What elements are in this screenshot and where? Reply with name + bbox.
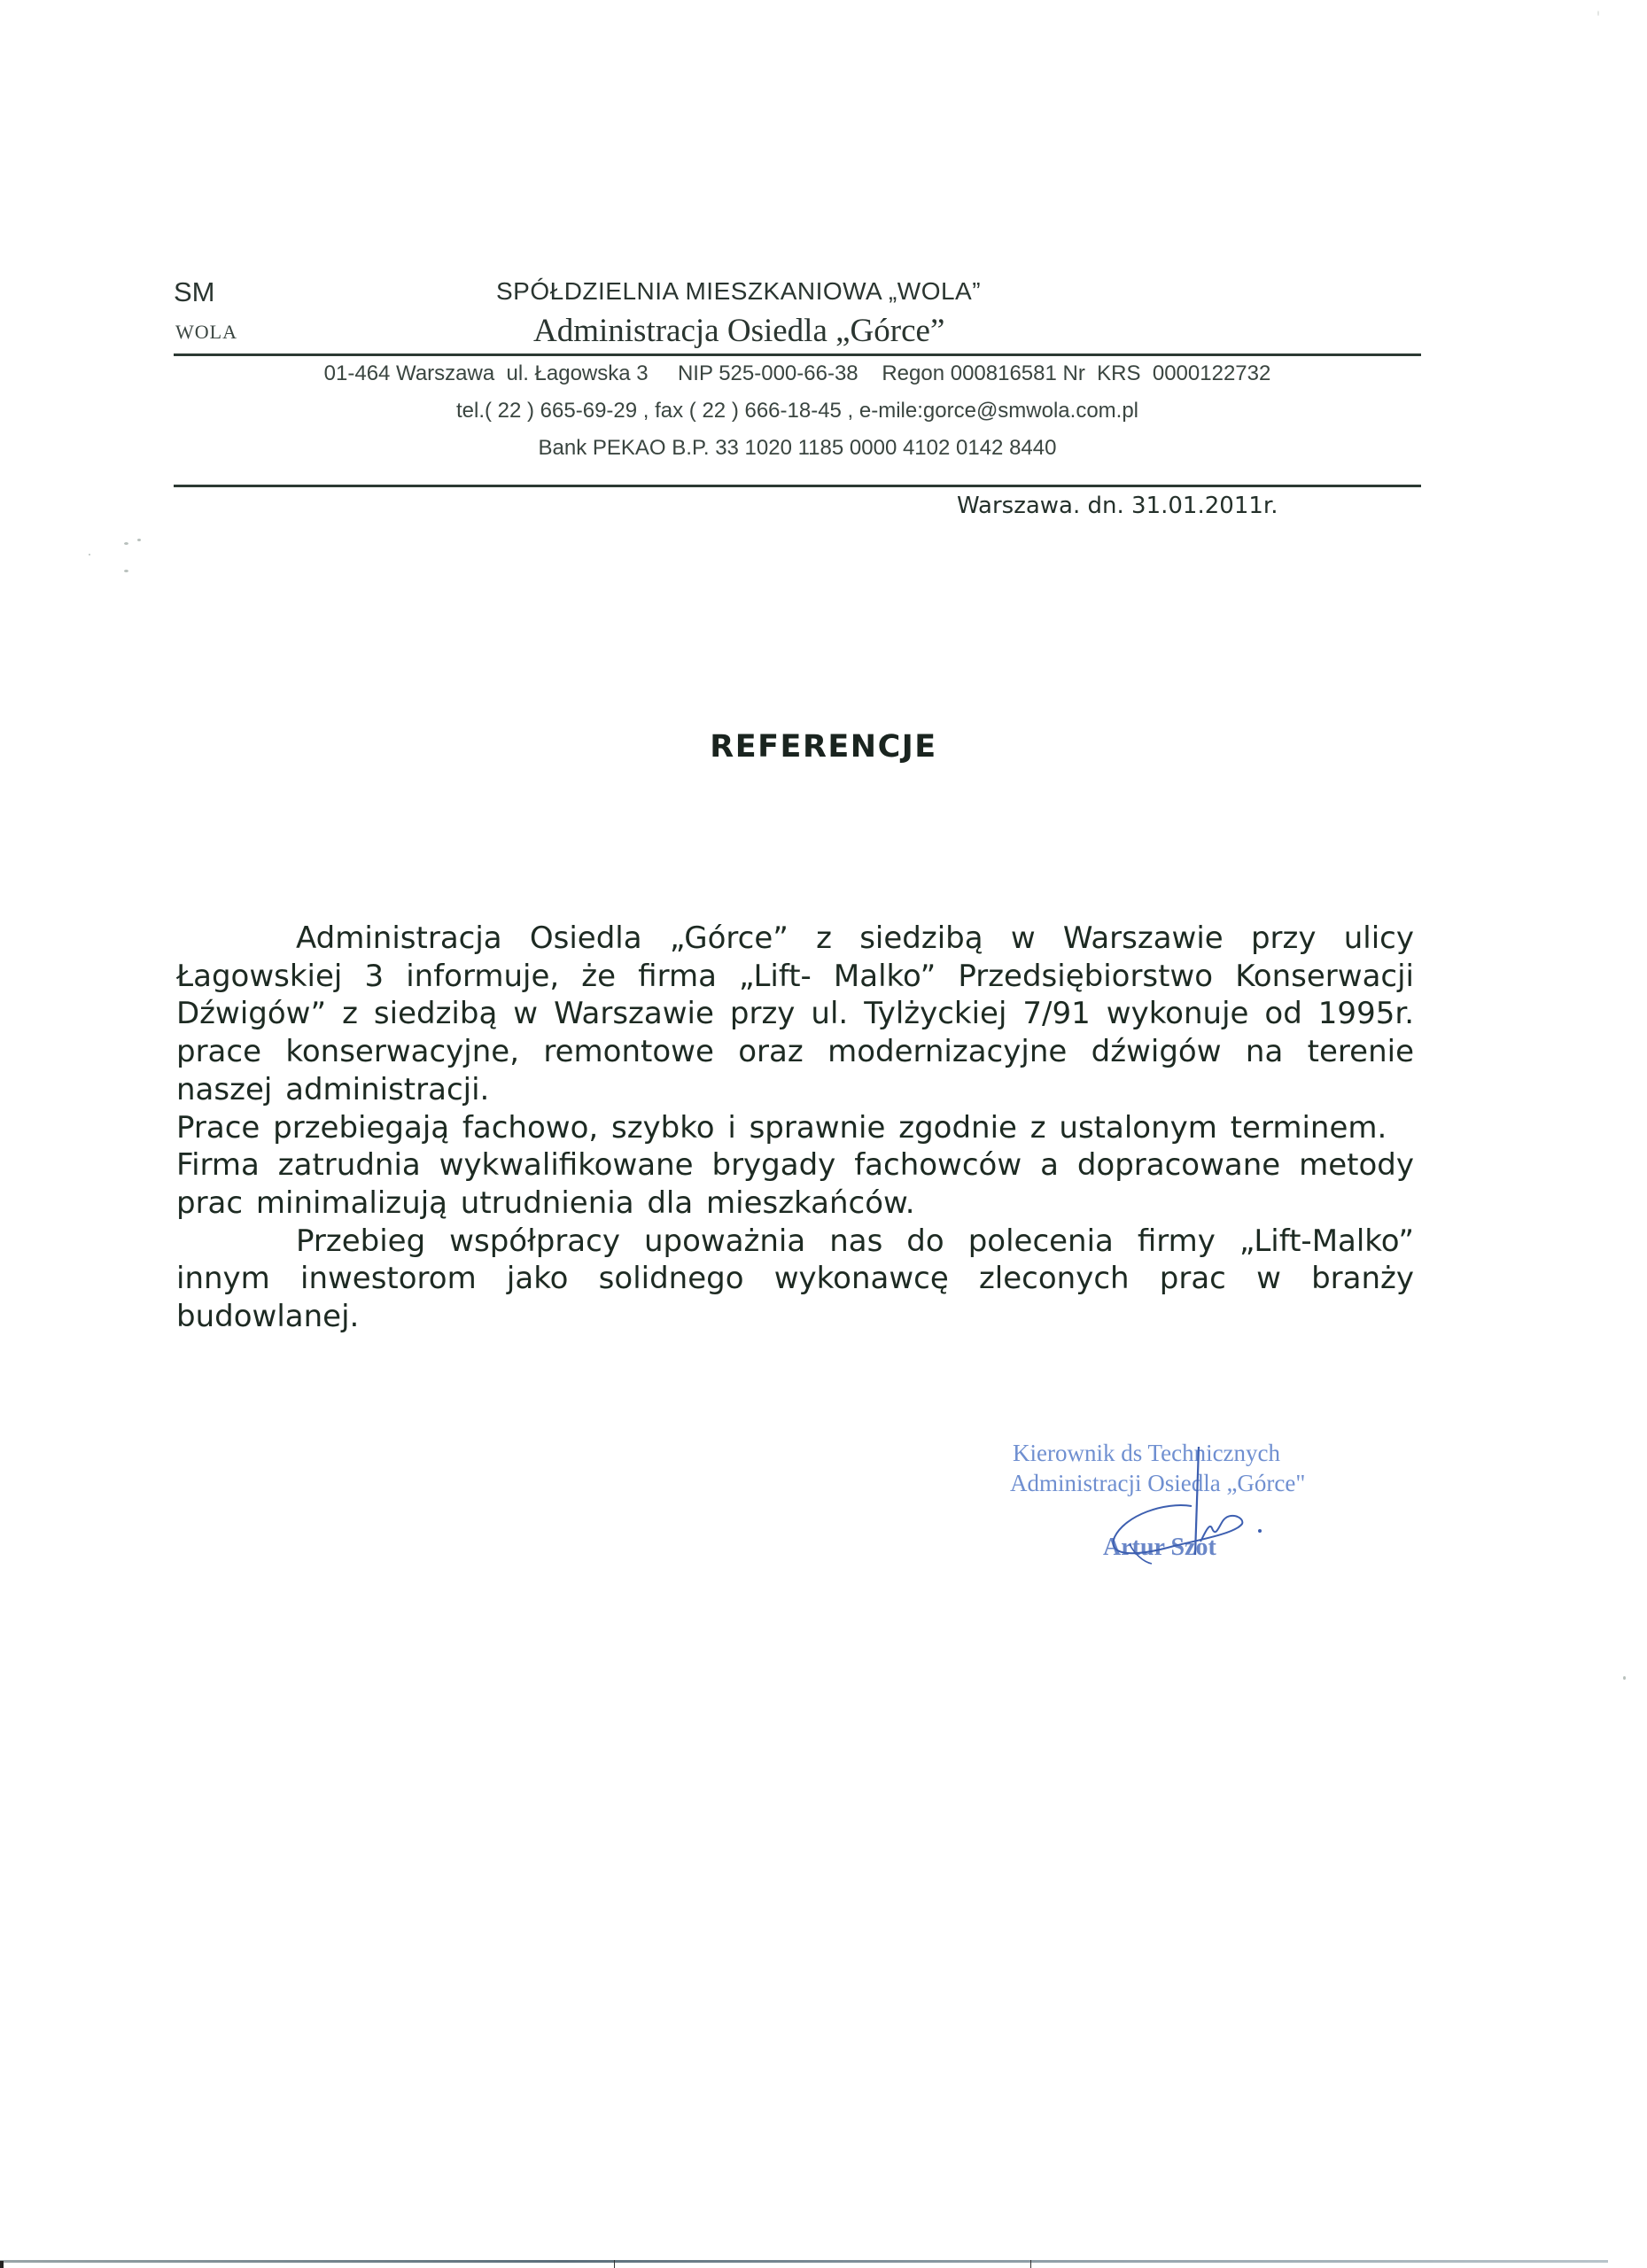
bank-line: Bank PEKAO B.P. 33 1020 1185 0000 4102 0142 8440 — [538, 436, 1057, 460]
scan-speck — [137, 539, 141, 541]
letterhead-abbr-top: SM — [174, 276, 215, 307]
scan-speck — [124, 570, 128, 572]
scan-speck — [1623, 1676, 1626, 1680]
document-date: Warszawa. dn. 31.01.2011r. — [957, 493, 1278, 519]
body-paragraph: Administracja Osiedla „Górce” z siedzibą w Warszawie przy ulicy Łagowskiej 3 informuje, że firma „Lift- Malko” Przedsiębiorstwo Konserwacji Dźwigów” z siedzibą w Warszawie przy ul. Tylżyckiej 7/91 wykonuje od 1995r. prace konserwacyjne, remontowe oraz modernizacyjne dźwigów na terenie naszej administracji. — [176, 920, 1414, 1107]
contact-line: tel.( 22 ) 665-69-29 , fax ( 22 ) 666-18-45 , e-mile:gorce@smwola.com.pl — [455, 399, 1139, 423]
letterhead-abbr-bottom: WOLA — [175, 321, 237, 343]
stamp-administration-line: Administracji Osiedla „Górce" — [1010, 1470, 1306, 1496]
official-stamp — [1010, 1440, 1364, 1581]
scan-speck — [89, 554, 90, 555]
administration-name: Administracja Osiedla „Górce” — [533, 313, 945, 349]
scan-speck — [1597, 11, 1599, 16]
stamp-signatory-name: Artur Szot — [1103, 1534, 1216, 1561]
address-line: 01-464 Warszawa ul. Łagowska 3 NIP 525-000-66-38 Regon 000816581 Nr KRS 0000122732 — [323, 361, 1271, 385]
letterhead-bottom-rule — [174, 485, 1421, 487]
scanner-edge-corner — [0, 2261, 4, 2268]
document-title: REFERENCJE — [710, 729, 937, 765]
scanner-edge-tick — [1030, 2260, 1031, 2268]
handwritten-signature — [1010, 1440, 1364, 1581]
scanner-edge-tick — [614, 2260, 615, 2268]
stamp-position-line: Kierownik ds Technicznych — [1013, 1440, 1281, 1466]
document-body — [176, 920, 1414, 1336]
body-paragraph: Prace przebiegają fachowo, szybko i sprawnie zgodnie z ustalonym terminem. — [176, 1109, 1387, 1146]
letterhead-top-rule — [174, 353, 1421, 356]
scanner-edge-line — [0, 2260, 1608, 2263]
body-paragraph: Przebieg współpracy upoważnia nas do polecenia firmy „Lift-Malko” innym inwestorom jako solidnego wykonawcę zleconych prac w branży budowlanej. — [176, 1223, 1414, 1335]
body-paragraph: Firma zatrudnia wykwalifikowane brygady fachowców a dopracowane metody prac minimalizują utrudnienia dla mieszkańców. — [176, 1147, 1414, 1221]
organization-name: SPÓŁDZIELNIA MIESZKANIOWA „WOLA” — [496, 277, 982, 305]
scan-speck — [124, 542, 128, 545]
